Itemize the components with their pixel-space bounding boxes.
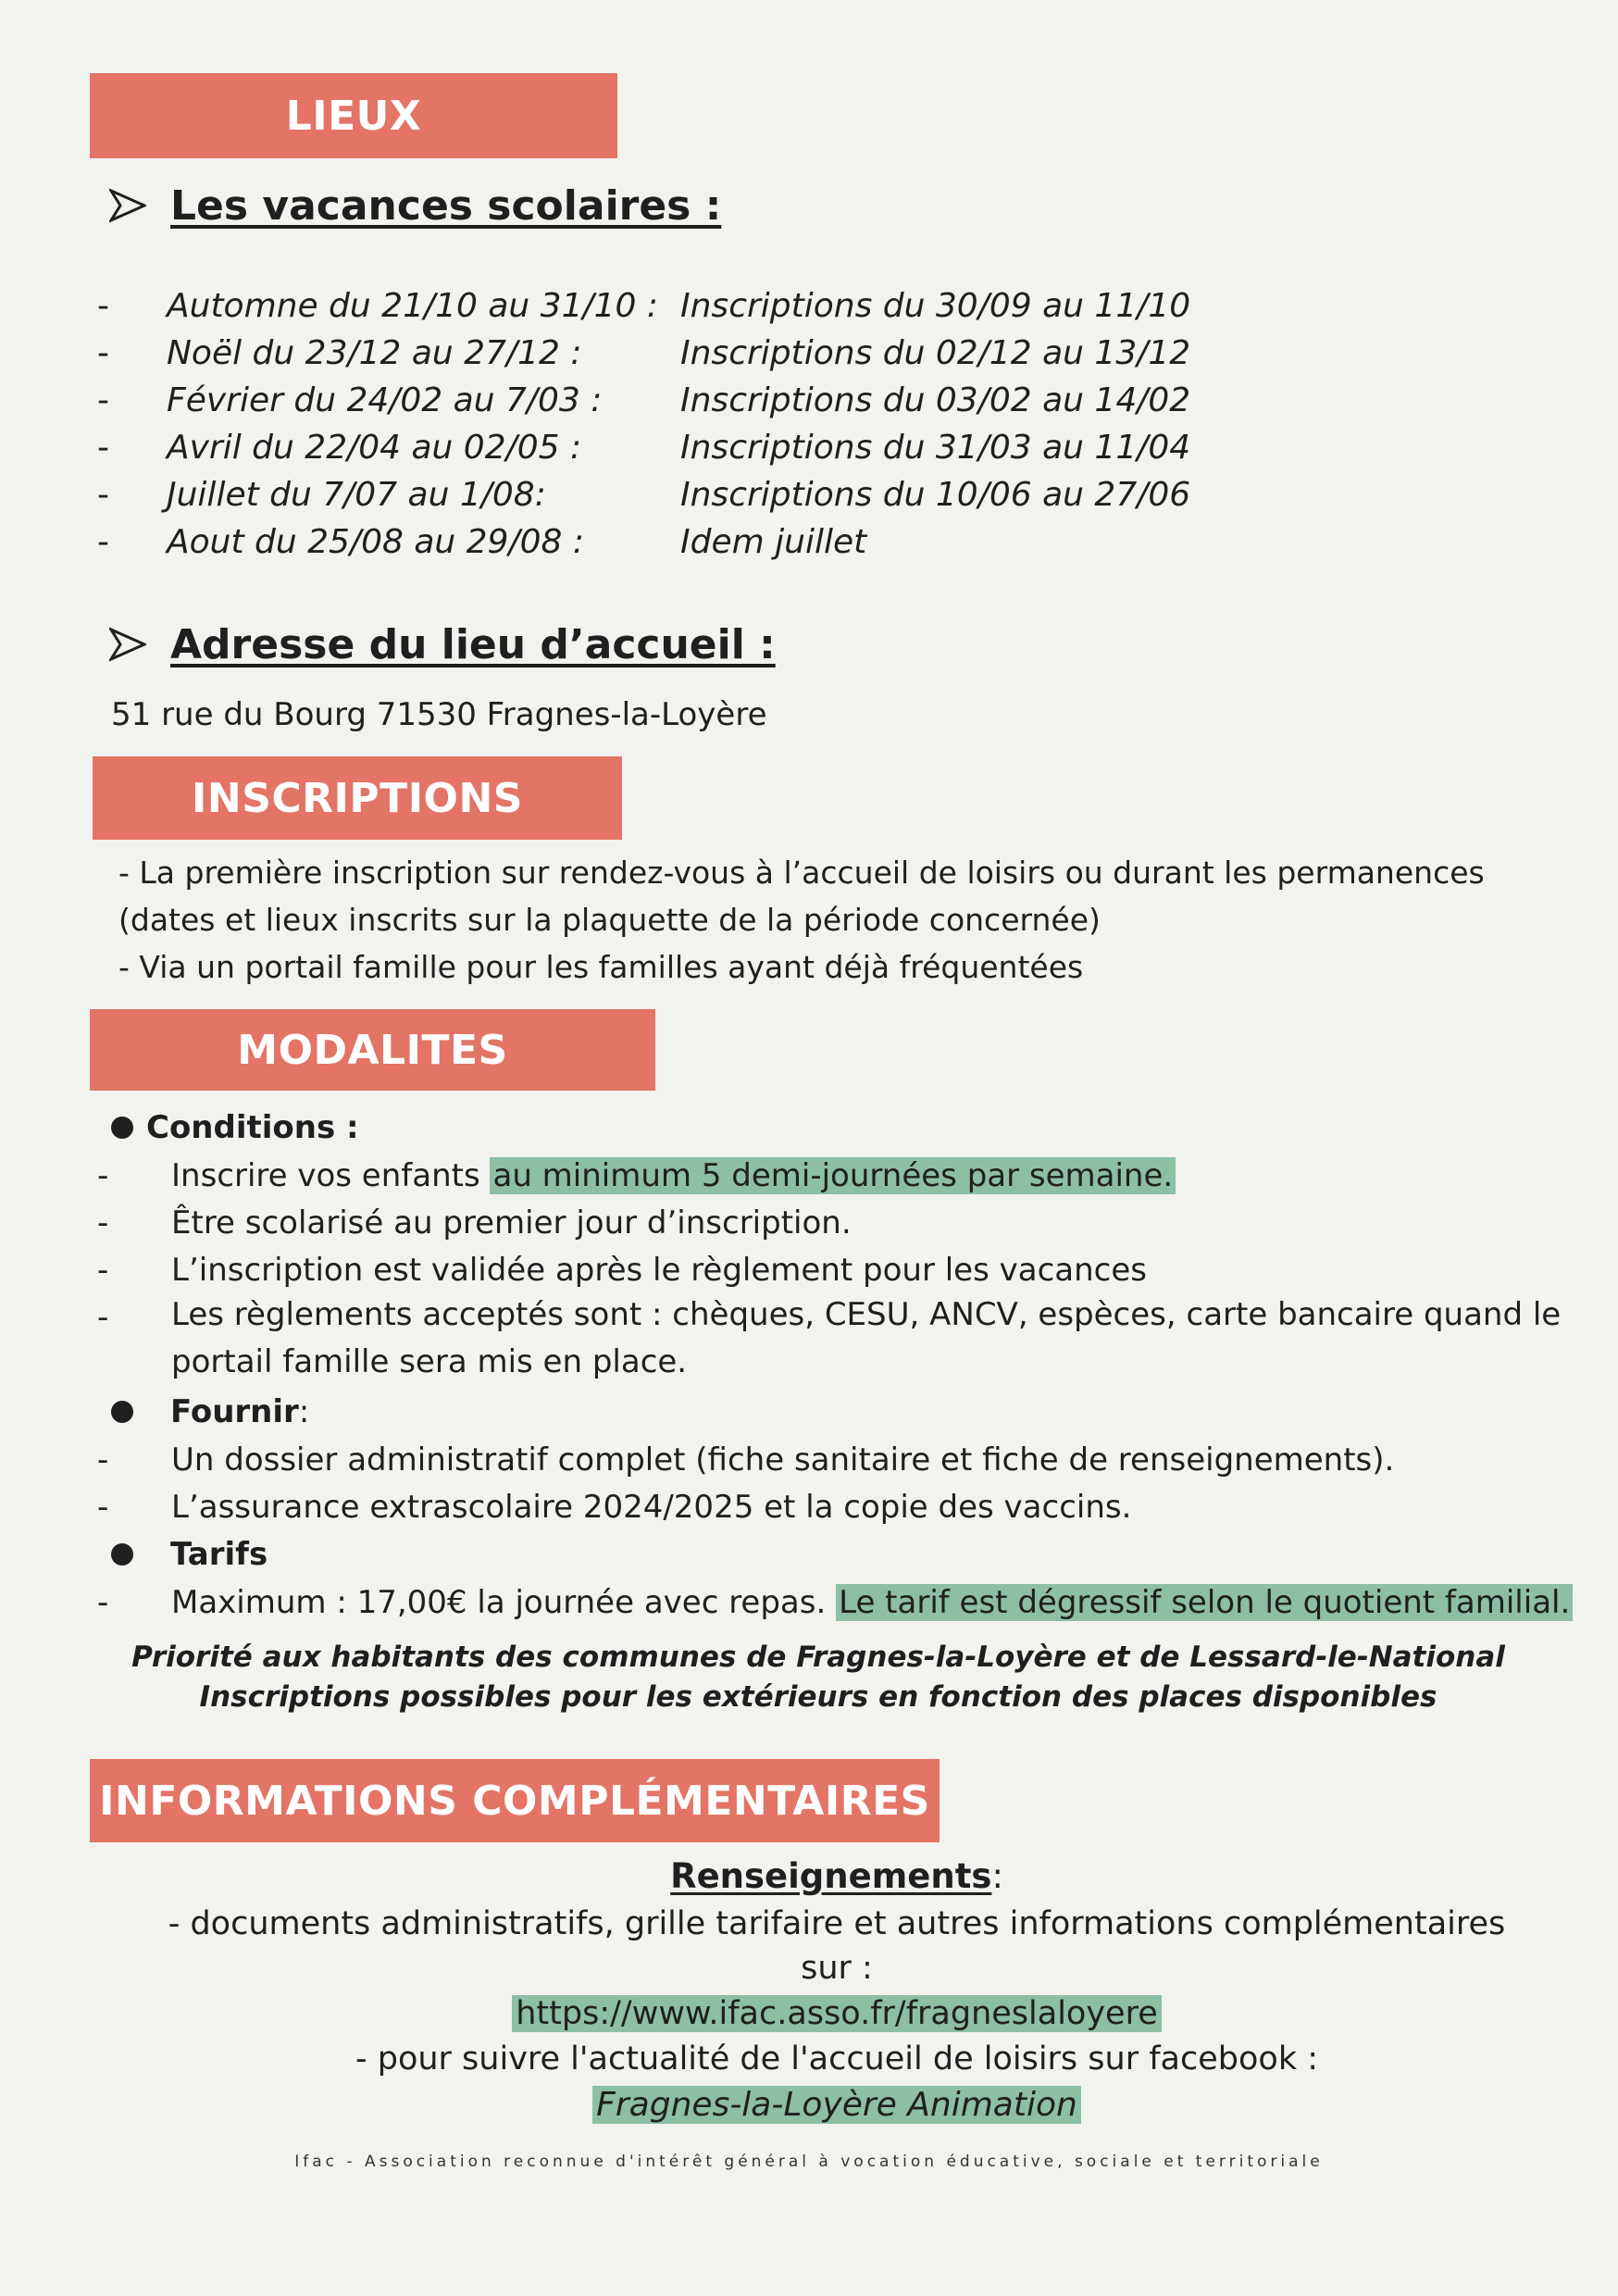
list-dash: - <box>97 429 109 467</box>
condition-1-highlight: au minimum 5 demi-journées par semaine. <box>490 1157 1176 1194</box>
list-dash: - <box>97 523 109 561</box>
list-dash: - <box>97 1299 109 1336</box>
facebook-link[interactable]: Fragnes-la-Loyère Animation <box>592 2086 1081 2124</box>
inscriptions-line-2: (dates et lieux inscrits sur la plaquette de la période concernée) <box>118 902 1101 938</box>
infos-line-2: sur : <box>801 1950 873 1987</box>
condition-4-line-2: portail famille sera mis en place. <box>171 1343 688 1380</box>
list-dash: - <box>97 1441 109 1479</box>
date-row <box>97 471 1190 518</box>
facebook-line <box>28 2086 1618 2124</box>
fournir-bullet <box>111 1393 309 1430</box>
priority-line-1: Priorité aux habitants des communes de Fragnes-la-Loyère et de Lessard-le-National <box>131 1641 1505 1674</box>
tarifs-1-highlight: Le tarif est dégressif selon le quotient familial. <box>836 1584 1573 1621</box>
inscriptions-line-3: - Via un portail famille pour les familles ayant déjà fréquentées <box>118 949 1084 985</box>
priority-line-2: Inscriptions possibles pour les extérieurs en fonction des places disponibles <box>199 1680 1438 1714</box>
arrow-bullet-icon <box>109 626 146 663</box>
footer-text: Ifac - Association reconnue d'intérêt général à vocation éducative, sociale et territoriale <box>294 2152 1324 2171</box>
arrow-bullet-icon <box>109 187 146 224</box>
bullet-dot-icon <box>111 1117 133 1139</box>
section-banner-modalites: MODALITES <box>90 1009 655 1091</box>
list-dash: - <box>97 1584 109 1621</box>
date-row <box>97 518 1190 566</box>
list-item <box>97 1584 1573 1621</box>
vacances-heading-text: Les vacances scolaires : <box>170 181 722 230</box>
date-row <box>97 282 1190 330</box>
fournir-2-text: L’assurance extrascolaire 2024/2025 et la copie des vaccins. <box>171 1489 1132 1526</box>
list-dash: - <box>97 287 109 325</box>
list-dash: - <box>97 1204 109 1242</box>
address-text: 51 rue du Bourg 71530 Fragnes-la-Loyère <box>111 696 767 733</box>
list-item <box>97 1204 852 1242</box>
list-dash: - <box>97 476 109 514</box>
renseignements-label: Renseignements <box>670 1856 992 1896</box>
period-text: Juillet du 7/07 au 1/08: <box>167 476 546 514</box>
condition-2-text: Être scolarisé au premier jour d’inscription. <box>171 1204 852 1242</box>
fournir-1-text: Un dossier administratif complet (fiche sanitaire et fiche de renseignements). <box>171 1441 1395 1479</box>
address-heading <box>109 617 776 672</box>
renseignements-title <box>28 1856 1618 1896</box>
period-text: Automne du 21/10 au 31/10 : <box>167 287 658 325</box>
section-banner-lieux: LIEUX <box>90 73 617 158</box>
inscription-text: Inscriptions du 30/09 au 11/10 <box>680 287 1191 325</box>
website-link[interactable]: https://www.ifac.asso.fr/fragneslaloyere <box>512 1995 1162 2032</box>
period-text: Avril du 22/04 au 02/05 : <box>167 429 582 467</box>
section-banner-infos: INFORMATIONS COMPLÉMENTAIRES <box>90 1759 940 1842</box>
tarifs-bullet <box>111 1536 268 1573</box>
list-item <box>97 1441 1394 1479</box>
period-text: Noël du 23/12 au 27/12 : <box>167 334 582 372</box>
list-dash: - <box>97 334 109 372</box>
list-item <box>97 1489 1131 1526</box>
address-heading-text: Adresse du lieu d’accueil : <box>170 620 776 668</box>
inscription-text: Inscriptions du 02/12 au 13/12 <box>680 334 1191 372</box>
infos-line-1: - documents administratifs, grille tarifaire et autres informations complémentaires <box>168 1905 1506 1942</box>
period-text: Aout du 25/08 au 29/08 : <box>167 523 584 561</box>
list-item <box>97 1157 1176 1194</box>
tarifs-1-text: Maximum : 17,00€ la journée avec repas. <box>171 1584 837 1621</box>
period-text: Février du 24/02 au 7/03 : <box>167 381 603 419</box>
date-row <box>97 377 1190 424</box>
date-row <box>97 424 1190 471</box>
list-dash: - <box>97 1157 109 1194</box>
conditions-bullet <box>111 1109 359 1146</box>
bullet-dot-icon <box>111 1543 133 1566</box>
inscription-text: Inscriptions du 03/02 au 14/02 <box>680 381 1191 419</box>
tarifs-label: Tarifs <box>170 1536 268 1573</box>
infos-line-3: - pour suivre l'actualité de l'accueil de loisirs sur facebook : <box>355 2040 1319 2078</box>
fournir-label: Fournir <box>170 1393 299 1430</box>
conditions-label: Conditions : <box>146 1109 359 1146</box>
vacances-heading <box>109 178 721 233</box>
bullet-dot-icon <box>111 1401 133 1423</box>
date-row <box>97 330 1190 377</box>
vacances-dates-list <box>97 282 1190 566</box>
list-item <box>97 1252 1147 1289</box>
section-banner-inscriptions: INSCRIPTIONS <box>93 756 622 840</box>
inscriptions-line-1: - La première inscription sur rendez-vous à l’accueil de loisirs ou durant les permanences <box>118 855 1485 891</box>
renseignements-colon: : <box>991 1856 1003 1896</box>
inscription-text: Inscriptions du 10/06 au 27/06 <box>680 476 1191 514</box>
list-item <box>97 1296 1562 1386</box>
inscription-text: Inscriptions du 31/03 au 11/04 <box>680 429 1191 467</box>
website-line <box>28 1995 1618 2032</box>
list-dash: - <box>97 1252 109 1289</box>
list-dash: - <box>97 381 109 419</box>
condition-3-text: L’inscription est validée après le règlement pour les vacances <box>171 1252 1147 1289</box>
inscription-text: Idem juillet <box>680 523 867 561</box>
list-dash: - <box>97 1489 109 1526</box>
fournir-suffix: : <box>298 1393 310 1430</box>
condition-1-text: Inscrire vos enfants <box>171 1157 491 1194</box>
condition-4-line-1: Les règlements acceptés sont : chèques, CESU, ANCV, espèces, carte bancaire quand le <box>171 1296 1562 1333</box>
